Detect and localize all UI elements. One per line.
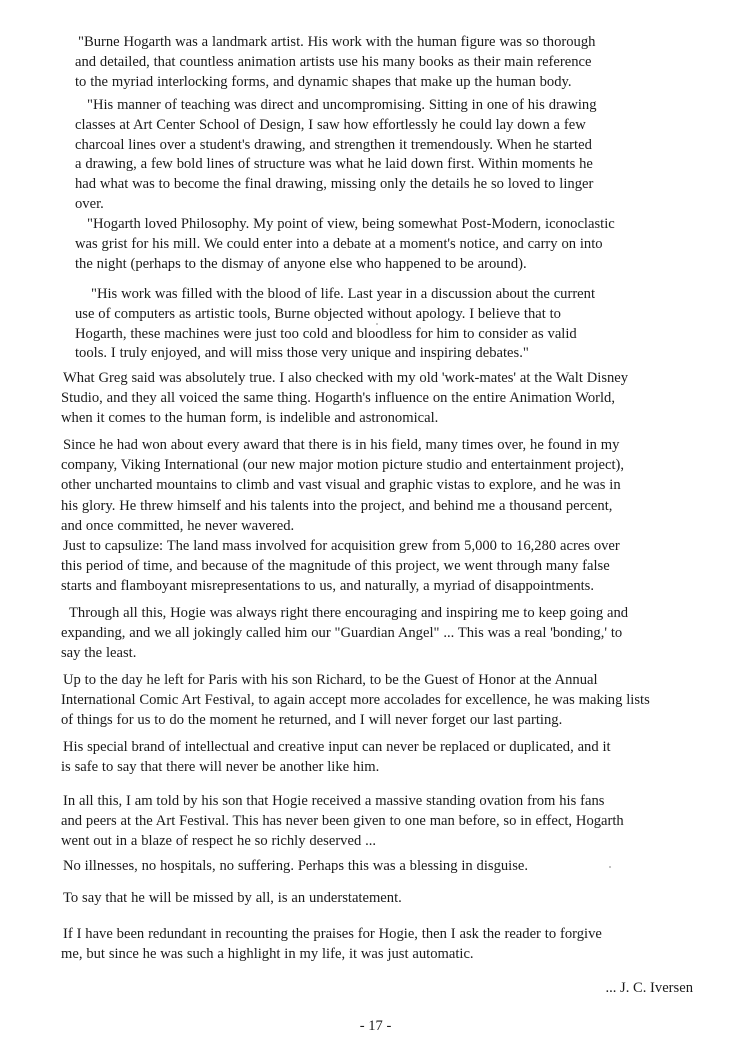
text-line: To say that he will be missed by all, is an understatement. [63, 890, 402, 906]
text-line: company, Viking International (our new major motion picture studio and entertainment project), [61, 457, 625, 474]
text-line: "Burne Hogarth was a landmark artist. His work with the human figure was so thorough [78, 34, 596, 50]
text-line: of things for us to do the moment he returned, and I will never forget our last parting. [61, 712, 563, 729]
text-line: other uncharted mountains to climb and vast visual and graphic vistas to explore, and he was in [61, 477, 621, 494]
text-line: and detailed, that countless animation artists use his many books as their main reference [75, 53, 592, 70]
body-paragraph [61, 856, 694, 876]
text-line: when it comes to the human form, is indelible and astronomical. [61, 410, 439, 427]
text-line: to the myriad interlocking forms, and dynamic shapes that make up the human body. [75, 73, 572, 90]
quote-paragraph [75, 33, 679, 92]
text-line: was grist for his mill. We could enter into a debate at a moment's notice, and carry on into [75, 235, 603, 252]
text-line: "Hogarth loved Philosophy. My point of view, being somewhat Post-Modern, iconoclastic [87, 216, 615, 232]
text-line: "His manner of teaching was direct and uncompromising. Sitting in one of his drawing [87, 97, 597, 113]
text-line: Through all this, Hogie was always right there encouraging and inspiring me to keep going and [69, 605, 629, 621]
text-line: What Greg said was absolutely true. I also checked with my old 'work-mates' at the Walt Disney [63, 370, 629, 386]
body-paragraph [61, 888, 694, 908]
text-line: the night (perhaps to the dismay of anyone else who happened to be around). [75, 255, 527, 272]
text-line: had what was to become the final drawing, missing only the details he so loved to linger [75, 176, 594, 193]
quote-paragraph [75, 96, 679, 215]
body-paragraph [61, 603, 694, 664]
text-line: Studio, and they all voiced the same thing. Hogarth's influence on the entire Animation World, [61, 390, 615, 407]
text-line: If I have been redundant in recounting the praises for Hogie, then I ask the reader to forgive [63, 926, 602, 942]
text-line: a drawing, a few bold lines of structure was what he laid down first. Within moments he [75, 156, 593, 173]
text-line: tools. I truly enjoyed, and will miss those very unique and inspiring debates." [75, 345, 529, 362]
scan-speck [376, 323, 378, 325]
text-line: His special brand of intellectual and creative input can never be replaced or duplicated, and it [63, 739, 611, 755]
body-paragraph [61, 536, 694, 597]
body-paragraph [61, 368, 694, 429]
text-line: charcoal lines over a student's drawing, and strengthen it tremendously. When he started [75, 136, 592, 153]
text-line: Hogarth, these machines were just too cold and bloodless for him to consider as valid [75, 325, 577, 342]
body-paragraph [61, 670, 694, 731]
text-line: this period of time, and because of the magnitude of this project, we went through many false [61, 558, 610, 575]
text-line: Up to the day he left for Paris with his son Richard, to be the Guest of Honor at the Annual [63, 672, 598, 688]
text-line: went out in a blaze of respect he so richly deserved ... [61, 833, 377, 850]
quote-paragraph [75, 215, 679, 274]
text-line: over. [75, 195, 104, 212]
page-number: - 17 - [359, 1018, 392, 1034]
text-line: use of computers as artistic tools, Burne objected without apology. I believe that to [75, 305, 561, 322]
author-signature: ... J. C. Iversen [605, 980, 693, 996]
text-line: and peers at the Art Festival. This has never been given to one man before, so in effect, Hogarth [61, 813, 624, 830]
text-line: his glory. He threw himself and his talents into the project, and behind me a thousand percent, [61, 497, 613, 514]
body-paragraph [61, 737, 694, 777]
text-line: is safe to say that there will never be another like him. [61, 759, 380, 776]
text-line: starts and flamboyant misrepresentations to us, and naturally, a myriad of disappointments. [61, 578, 594, 595]
text-line: "His work was filled with the blood of life. Last year in a discussion about the current [91, 286, 596, 302]
text-line: classes at Art Center School of Design, I saw how effortlessly he could lay down a few [75, 116, 586, 133]
text-line: International Comic Art Festival, to again accept more accolades for excellence, he was making lists [61, 692, 650, 709]
text-line: Since he had won about every award that there is in his field, many times over, he found in my [63, 437, 620, 453]
text-line: In all this, I am told by his son that Hogie received a massive standing ovation from his fans [63, 793, 605, 809]
text-line: expanding, and we all jokingly called him our "Guardian Angel" ... This was a real 'bonding,' to [61, 625, 623, 642]
text-line: me, but since he was such a highlight in my life, it was just automatic. [61, 946, 474, 963]
body-paragraph [61, 791, 694, 852]
body-paragraph [61, 435, 694, 536]
text-line: No illnesses, no hospitals, no suffering. Perhaps this was a blessing in disguise. [63, 858, 529, 874]
text-line: and once committed, he never wavered. [61, 517, 295, 534]
scan-speck [609, 866, 611, 868]
text-line: say the least. [61, 645, 137, 662]
text-line: Just to capsulize: The land mass involved for acquisition grew from 5,000 to 16,280 acres over [63, 538, 620, 554]
body-paragraph [61, 924, 694, 964]
